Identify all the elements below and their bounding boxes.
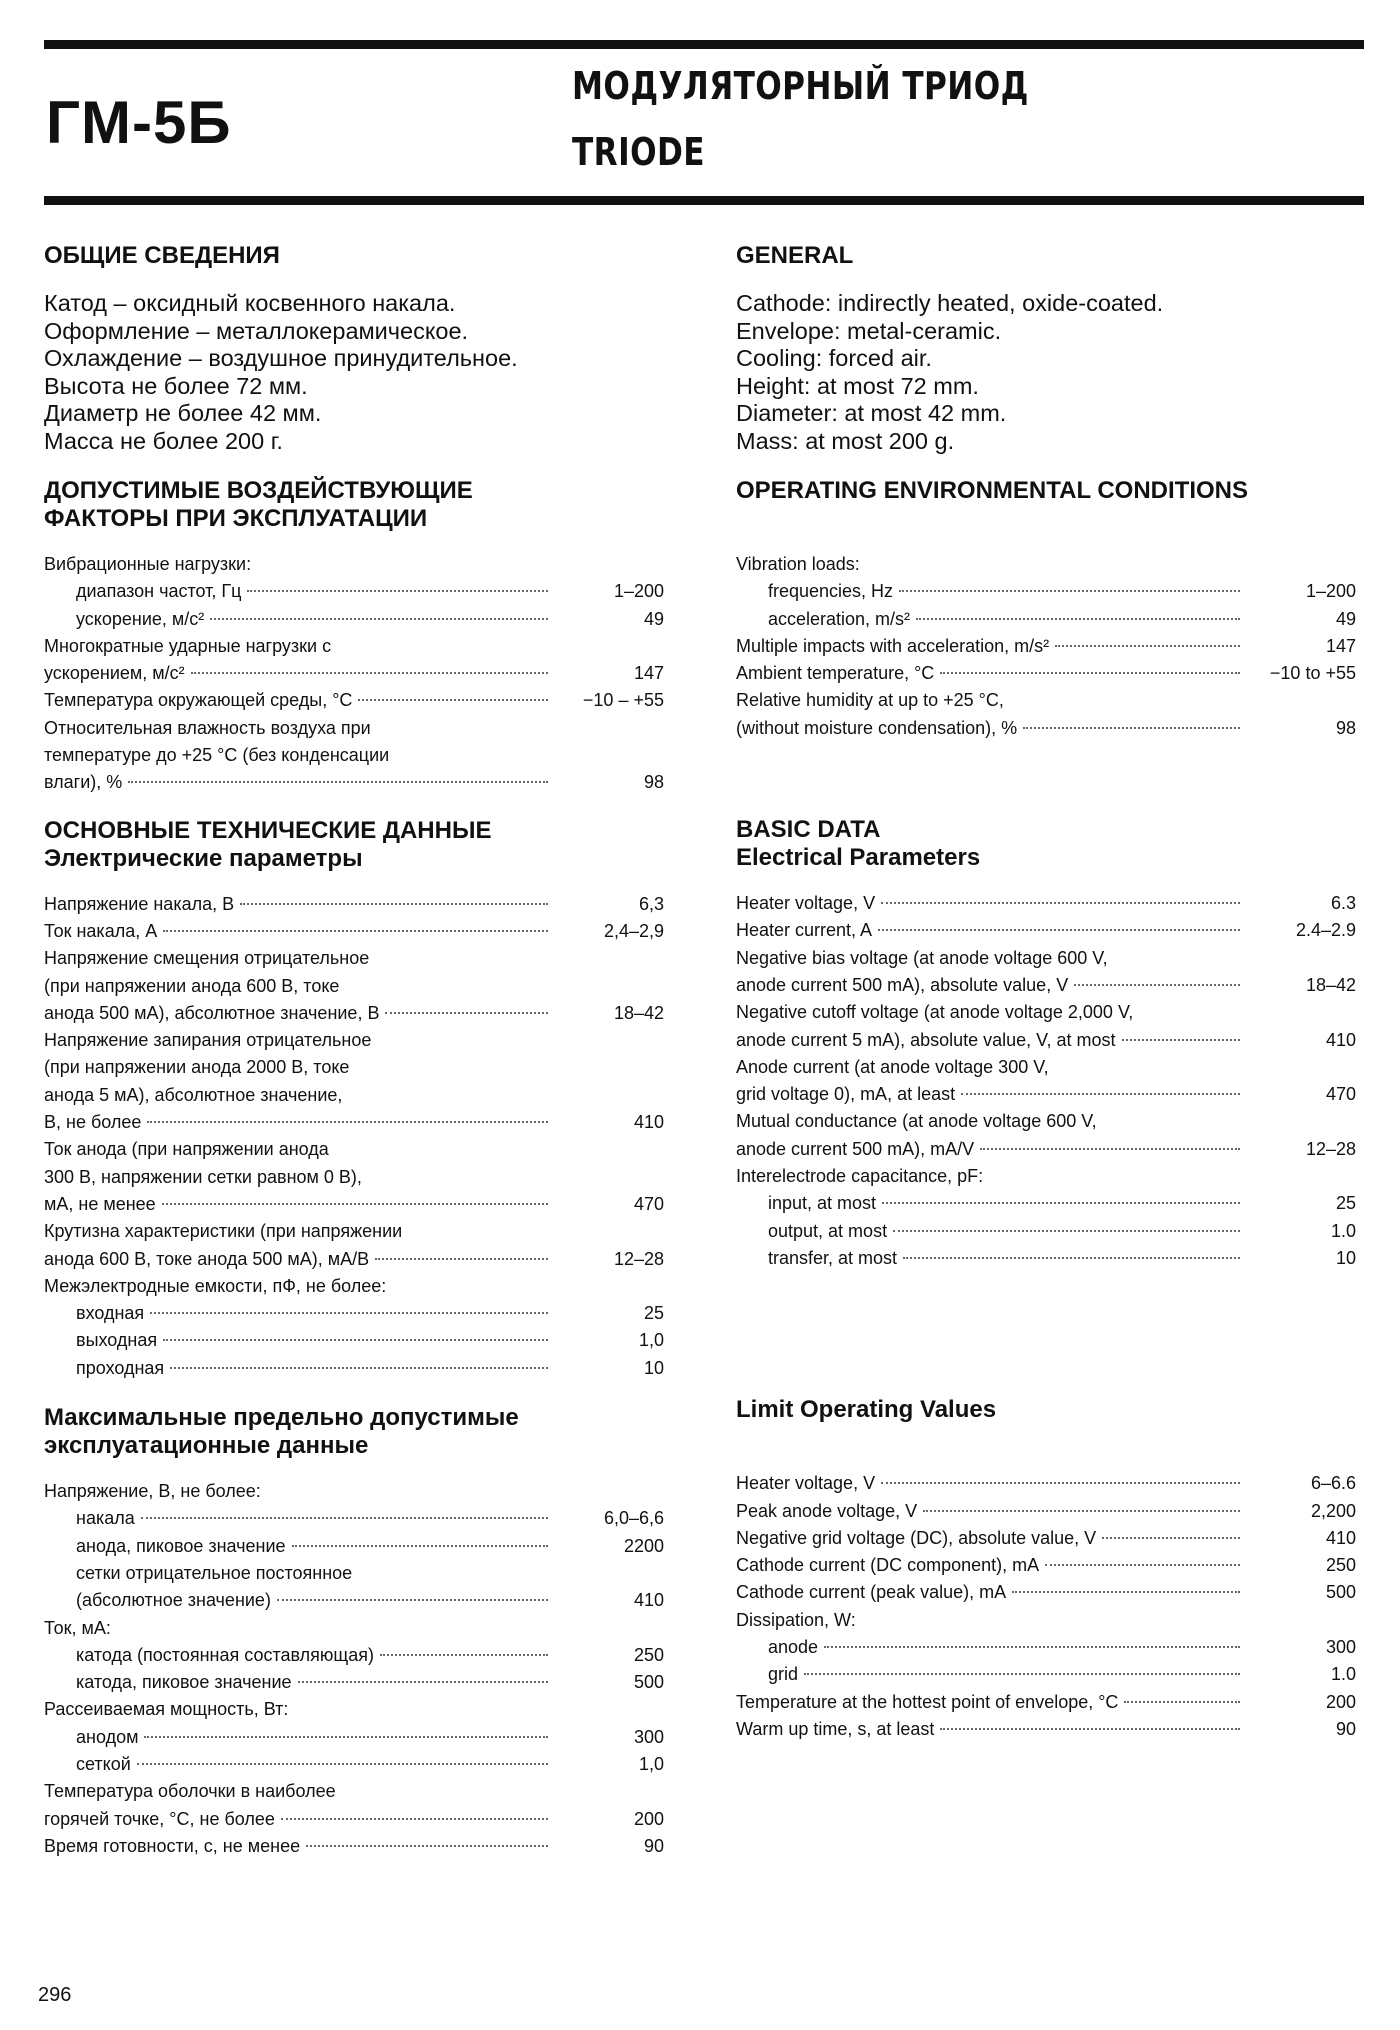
list-item: Negative bias voltage (at anode voltage 600 V, — [736, 947, 1108, 968]
dot-leader — [163, 1339, 548, 1341]
dot-leader — [804, 1673, 1240, 1675]
list-item: температуре до +25 °С (без конденсации — [44, 745, 390, 766]
basic-heading-en: BASIC DATA — [736, 816, 881, 844]
env-list-ru — [44, 551, 664, 797]
elec-heading-en: Electrical Parameters — [736, 844, 981, 872]
dot-leader — [277, 1599, 548, 1601]
list-item: Температура оболочки в наиболее — [44, 1781, 336, 1802]
dot-leader — [1074, 984, 1240, 986]
list-row: Температура окружающей среды, °С −10 – +55 — [44, 690, 664, 711]
type-title-en: TRIODE — [572, 130, 705, 174]
env-list-en — [736, 551, 1356, 742]
list-row: катода (постоянная составляющая) 250 — [76, 1644, 664, 1665]
dot-leader — [240, 903, 548, 905]
list-row: transfer, at most 10 — [768, 1247, 1356, 1268]
list-item: Negative cutoff voltage (at anode voltage 2,000 V, — [736, 1002, 1134, 1023]
general-list-ru — [44, 290, 664, 455]
general-line: Оформление – металлокерамическое. — [44, 317, 469, 344]
list-item: сетки отрицательное постоянное — [76, 1562, 353, 1583]
list-row: Ambient temperature, °C −10 to +55 — [736, 663, 1356, 684]
list-row: Cathode current (DC component), mA 250 — [736, 1555, 1356, 1576]
dot-leader — [137, 1763, 548, 1765]
list-row: анодом 300 — [76, 1726, 664, 1747]
dot-leader — [878, 929, 1240, 931]
dot-leader — [1045, 1564, 1240, 1566]
list-row: grid voltage 0), mA, at least 470 — [736, 1084, 1356, 1105]
dot-leader — [961, 1093, 1240, 1095]
limit-list-ru — [44, 1478, 664, 1860]
list-item: Напряжение смещения отрицательное — [44, 948, 370, 969]
list-item: (при напряжении анода 2000 В, токе — [44, 1057, 350, 1078]
list-row: горячей точке, °С, не более 200 — [44, 1808, 664, 1829]
list-item: (при напряжении анода 600 В, токе — [44, 975, 340, 996]
english-column — [736, 242, 1356, 1743]
list-row: anode 300 — [768, 1637, 1356, 1658]
list-item: Ток анода (при напряжении анода — [44, 1139, 329, 1160]
list-row: В, не более 410 — [44, 1112, 664, 1133]
dot-leader — [881, 902, 1240, 904]
dot-leader — [247, 590, 548, 592]
list-item: Relative humidity at up to +25 °C, — [736, 690, 1004, 711]
list-row: anode current 5 mA), absolute value, V, at most 410 — [736, 1029, 1356, 1050]
dot-leader — [298, 1681, 548, 1683]
list-row: Negative grid voltage (DC), absolute value, V 410 — [736, 1527, 1356, 1548]
dot-leader — [1124, 1701, 1240, 1703]
limit-heading-en: Limit Operating Values — [736, 1396, 997, 1424]
env-heading-en: OPERATING ENVIRONMENTAL CONDITIONS — [736, 477, 1249, 504]
dot-leader — [210, 618, 548, 620]
dot-leader — [292, 1545, 548, 1547]
dot-leader — [306, 1845, 548, 1847]
list-item: Вибрационные нагрузки: — [44, 554, 252, 574]
limit-heading-ru-1: Максимальные предельно допустимые — [44, 1404, 519, 1432]
list-row: Temperature at the hottest point of envelope, °C 200 — [736, 1691, 1356, 1712]
dot-leader — [903, 1257, 1240, 1259]
list-row: Multiple impacts with acceleration, m/s² 147 — [736, 635, 1356, 656]
dot-leader — [916, 618, 1240, 620]
list-row: Напряжение накала, В 6,3 — [44, 893, 664, 914]
list-row: Heater voltage, V 6–6.6 — [736, 1473, 1356, 1494]
general-line: Катод – оксидный косвенного накала. — [44, 290, 456, 316]
dot-leader — [385, 1012, 548, 1014]
list-item: Рассеиваемая мощность, Вт: — [44, 1699, 289, 1720]
general-line: Диаметр не более 42 мм. — [44, 400, 322, 426]
list-row: Время готовности, с, не менее 90 — [44, 1835, 664, 1856]
list-item: 300 В, напряжении сетки равном 0 В), — [44, 1166, 362, 1187]
list-row: ускорением, м/с² 147 — [44, 663, 664, 684]
dot-leader — [1012, 1591, 1240, 1593]
list-row: Ток накала, А 2,4–2,9 — [44, 920, 664, 941]
list-row: проходная 10 — [76, 1357, 664, 1378]
general-line: Mass: at most 200 g. — [736, 427, 955, 454]
type-title-ru: МОДУЛЯТОРНЫЙ ТРИОД — [572, 64, 1029, 108]
list-item: Ток, мА: — [44, 1617, 111, 1638]
list-row: выходная 1,0 — [76, 1330, 664, 1351]
dot-leader — [128, 781, 548, 783]
list-item: Mutual conductance (at anode voltage 600 V, — [736, 1111, 1097, 1132]
general-heading-en: GENERAL — [736, 242, 854, 269]
dot-leader — [940, 672, 1240, 674]
dot-leader — [882, 1202, 1240, 1204]
list-row: output, at most 1.0 — [768, 1220, 1356, 1241]
list-item: Dissipation, W: — [736, 1609, 856, 1630]
list-row: влаги), % 98 — [44, 772, 664, 793]
top-rule — [44, 40, 1364, 49]
dot-leader — [358, 699, 548, 701]
list-row: входная 25 — [76, 1303, 664, 1324]
dot-leader — [980, 1148, 1240, 1150]
list-item: Vibration loads: — [736, 554, 860, 574]
list-item: анода 5 мА), абсолютное значение, — [44, 1084, 343, 1105]
header-bottom-rule — [44, 196, 1364, 205]
basic-heading-ru: ОСНОВНЫЕ ТЕХНИЧЕСКИЕ ДАННЫЕ — [44, 816, 492, 844]
general-heading-ru: ОБЩИЕ СВЕДЕНИЯ — [44, 242, 280, 269]
list-row: grid 1.0 — [768, 1664, 1356, 1685]
dot-leader — [170, 1367, 548, 1369]
dot-leader — [191, 672, 548, 674]
elec-heading-ru: Электрические параметры — [44, 844, 363, 872]
list-row: сеткой 1,0 — [76, 1753, 664, 1774]
dot-leader — [281, 1818, 548, 1820]
list-row: анода, пиковое значение 2200 — [76, 1535, 664, 1556]
dot-leader — [163, 930, 548, 932]
dot-leader — [141, 1517, 548, 1519]
list-row: диапазон частот, Гц 1–200 — [76, 581, 664, 602]
limit-heading-ru-2: эксплуатационные данные — [44, 1432, 369, 1460]
general-list-en — [736, 290, 1356, 455]
general-line: Envelope: metal-ceramic. — [736, 317, 1002, 344]
dot-leader — [147, 1121, 548, 1123]
list-item: Межэлектродные емкости, пФ, не более: — [44, 1275, 387, 1296]
list-item: Interelectrode capacitance, pF: — [736, 1166, 984, 1187]
list-item: Крутизна характеристики (при напряжении — [44, 1221, 403, 1242]
dot-leader — [899, 590, 1240, 592]
list-row: накала 6,0–6,6 — [76, 1508, 664, 1529]
limit-list-en — [736, 1470, 1356, 1743]
env-heading-ru-1: ДОПУСТИМЫЕ ВОЗДЕЙСТВУЮЩИЕ — [44, 477, 473, 504]
list-row: анода 600 В, токе анода 500 мА), мА/В 12–28 — [44, 1248, 664, 1269]
dot-leader — [1055, 645, 1240, 647]
list-item: Напряжение, В, не более: — [44, 1481, 261, 1502]
russian-column — [44, 242, 664, 1860]
list-row: anode current 500 mA), mA/V 12–28 — [736, 1138, 1356, 1159]
dot-leader — [375, 1258, 548, 1260]
model-title: ГМ-5Б — [46, 89, 232, 156]
dot-leader — [923, 1510, 1240, 1512]
general-line: Cathode: indirectly heated, oxide-coated. — [736, 290, 1164, 316]
list-row: Heater current, A 2.4–2.9 — [736, 920, 1356, 941]
dot-leader — [380, 1654, 548, 1656]
env-heading-ru-2: ФАКТОРЫ ПРИ ЭКСПЛУАТАЦИИ — [44, 505, 428, 532]
list-row: (without moisture condensation), % 98 — [736, 717, 1356, 738]
list-row: Heater voltage, V 6.3 — [736, 893, 1356, 914]
list-row: anode current 500 mA), absolute value, V 18–42 — [736, 974, 1356, 995]
dot-leader — [150, 1312, 548, 1314]
dot-leader — [162, 1203, 548, 1205]
general-line: Height: at most 72 mm. — [736, 372, 979, 399]
list-row: Peak anode voltage, V 2,200 — [736, 1500, 1356, 1521]
general-line: Diameter: at most 42 mm. — [736, 400, 1007, 426]
list-item: Anode current (at anode voltage 300 V, — [736, 1056, 1049, 1077]
list-row: acceleration, m/s² 49 — [768, 608, 1356, 629]
dot-leader — [1102, 1537, 1240, 1539]
list-row: ускорение, м/с² 49 — [76, 608, 664, 629]
page-number: 296 — [38, 1984, 72, 2006]
list-item: Относительная влажность воздуха при — [44, 717, 371, 738]
dot-leader — [881, 1482, 1240, 1484]
dot-leader — [1122, 1039, 1240, 1041]
list-item: Напряжение запирания отрицательное — [44, 1030, 372, 1051]
dot-leader — [940, 1728, 1240, 1730]
dot-leader — [824, 1646, 1240, 1648]
list-row: мА, не менее 470 — [44, 1193, 664, 1214]
general-line: Масса не более 200 г. — [44, 427, 283, 454]
elec-list-ru — [44, 891, 664, 1382]
list-row: Cathode current (peak value), mA 500 — [736, 1582, 1356, 1603]
general-line: Охлаждение – воздушное принудительное. — [44, 345, 518, 371]
list-row: (абсолютное значение) 410 — [76, 1590, 664, 1611]
dot-leader — [893, 1230, 1240, 1232]
list-row: катода, пиковое значение 500 — [76, 1672, 664, 1693]
list-row: input, at most 25 — [768, 1193, 1356, 1214]
dot-leader — [1023, 727, 1240, 729]
dot-leader — [144, 1736, 548, 1738]
list-row: frequencies, Hz 1–200 — [768, 581, 1356, 602]
list-item: Многократные ударные нагрузки с — [44, 635, 332, 656]
general-line: Высота не более 72 мм. — [44, 372, 308, 399]
general-line: Cooling: forced air. — [736, 345, 932, 371]
elec-list-en — [736, 890, 1356, 1272]
list-row: анода 500 мА), абсолютное значение, В 18–42 — [44, 1002, 664, 1023]
list-row: Warm up time, s, at least 90 — [736, 1718, 1356, 1739]
